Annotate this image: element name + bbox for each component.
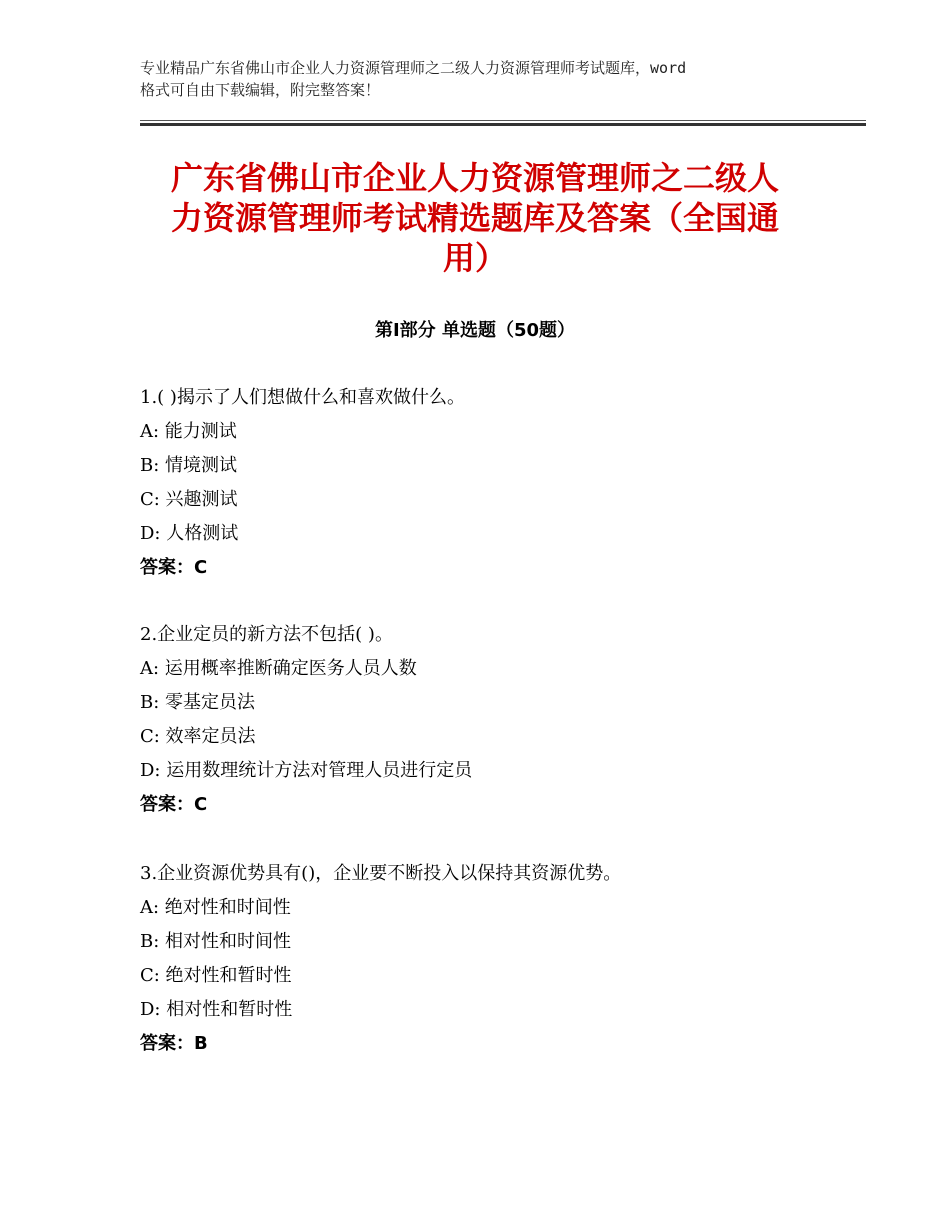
header-note <box>140 57 830 101</box>
question-stem: 2.企业定员的新方法不包括( )。 <box>140 624 393 645</box>
question-2 <box>140 618 860 822</box>
header-note-line-2: 格式可自由下载编辑，附完整答案！ <box>140 81 381 99</box>
title-line-1: 广东省佛山市企业人力资源管理师之二级人 <box>170 159 779 197</box>
answer: 答案：C <box>140 794 208 815</box>
answer: 答案：C <box>140 557 208 578</box>
question-3 <box>140 857 860 1061</box>
option-a: A: 能力测试 <box>140 421 237 442</box>
section-title: 第Ⅰ部分 单选题（50题） <box>374 320 575 341</box>
document-title <box>120 158 830 278</box>
option-b: B: 相对性和时间性 <box>140 931 292 952</box>
question-stem: 1.( )揭示了人们想做什么和喜欢做什么。 <box>140 387 465 408</box>
option-a: A: 绝对性和时间性 <box>140 897 291 918</box>
header-rule-top <box>140 120 866 121</box>
title-line-2: 力资源管理师考试精选题库及答案（全国通 <box>170 199 779 237</box>
question-stem: 3.企业资源优势具有()，企业要不断投入以保持其资源优势。 <box>140 863 622 884</box>
option-d: D: 运用数理统计方法对管理人员进行定员 <box>140 760 473 781</box>
answer: 答案：B <box>140 1033 208 1054</box>
option-c: C: 效率定员法 <box>140 726 256 747</box>
title-line-3: 用） <box>442 239 507 277</box>
option-d: D: 人格测试 <box>140 523 239 544</box>
question-1 <box>140 381 860 585</box>
option-d: D: 相对性和暂时性 <box>140 999 293 1020</box>
option-b: B: 情境测试 <box>140 455 238 476</box>
option-b: B: 零基定员法 <box>140 692 256 713</box>
header-rule-bottom <box>140 123 866 126</box>
option-a: A: 运用概率推断确定医务人员人数 <box>140 658 417 679</box>
option-c: C: 绝对性和暂时性 <box>140 965 292 986</box>
option-c: C: 兴趣测试 <box>140 489 238 510</box>
header-note-line-1: 专业精品广东省佛山市企业人力资源管理师之二级人力资源管理师考试题库，word <box>140 59 687 77</box>
